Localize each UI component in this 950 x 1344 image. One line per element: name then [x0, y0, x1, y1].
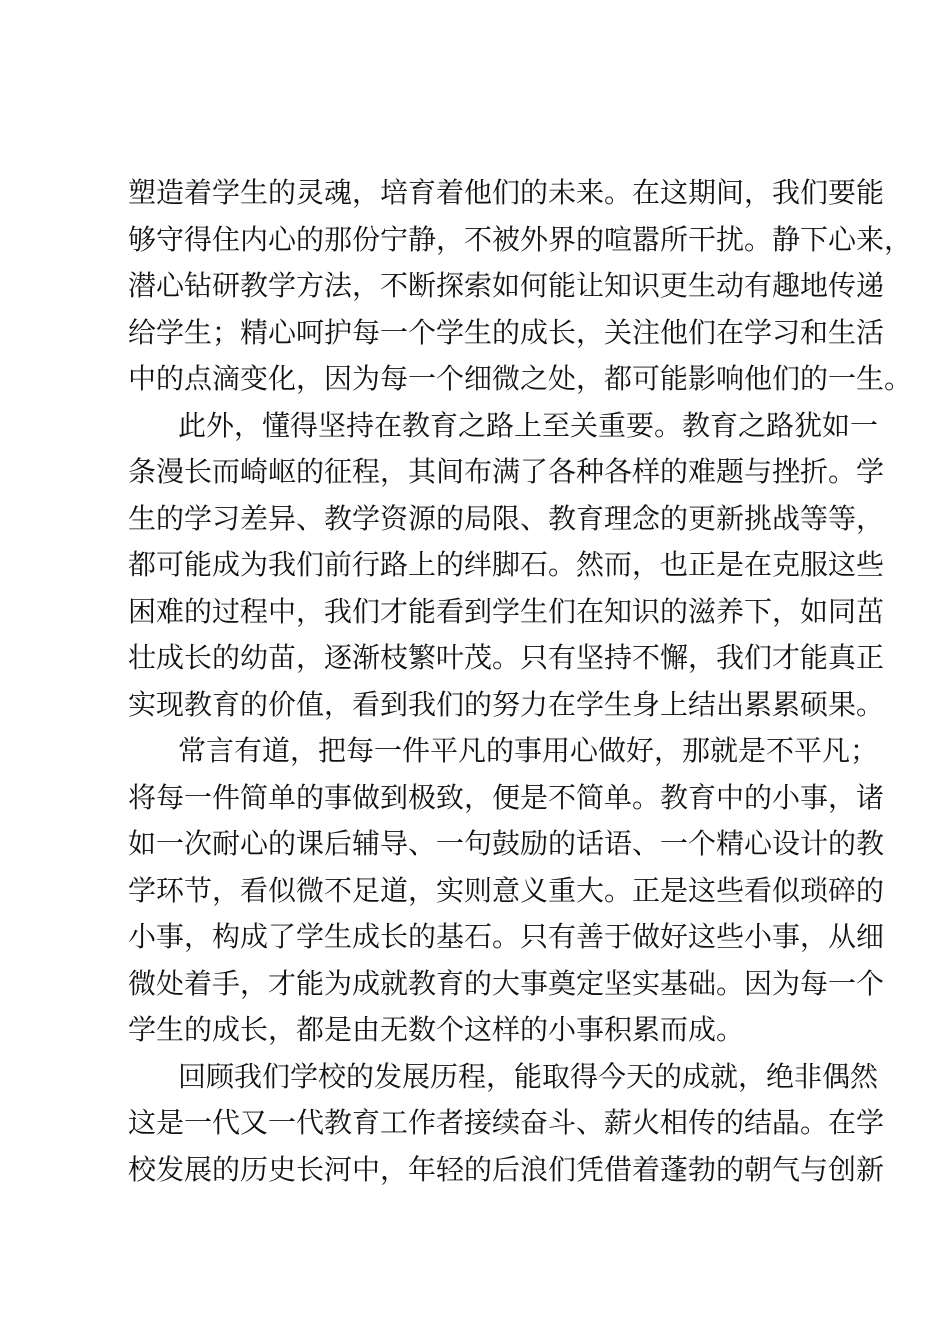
- text-line: 学环节，看似微不足道，实则意义重大。正是这些看似琐碎的: [128, 873, 885, 907]
- text-line: 中的点滴变化，因为每一个细微之处，都可能影响他们的一生。: [128, 362, 913, 395]
- text-line: 小事，构成了学生成长的基石。只有善于做好这些小事，从细: [128, 920, 885, 953]
- text-line: 学生的成长，都是由无数个这样的小事积累而成。: [128, 1013, 745, 1046]
- paragraph-first-line: 回顾我们学校的发展历程，能取得今天的成就，绝非偶然: [178, 1059, 879, 1093]
- text-line: 校发展的历史长河中，年轻的后浪们凭借着蓬勃的朝气与创新: [128, 1152, 885, 1186]
- text-line: 困难的过程中，我们才能看到学生们在知识的滋养下，如同茁: [128, 594, 885, 628]
- text-line: 够守得住内心的那份宁静，不被外界的喧嚣所干扰。静下心来，: [128, 222, 913, 256]
- text-line: 塑造着学生的灵魂，培育着他们的未来。在这期间，我们要能: [128, 176, 885, 209]
- text-line: 潜心钻研教学方法，不断探索如何能让知识更生动有趣地传递: [128, 269, 885, 302]
- text-line: 实现教育的价值，看到我们的努力在学生身上结出累累硕果。: [128, 687, 885, 721]
- text-line: 条漫长而崎岖的征程，其间布满了各种各样的难题与挫折。学: [128, 455, 885, 488]
- paragraph-first-line: 此外，懂得坚持在教育之路上至关重要。教育之路犹如一: [178, 408, 879, 442]
- paragraph-first-line: 常言有道，把每一件平凡的事用心做好，那就是不平凡；: [178, 734, 879, 767]
- text-line: 都可能成为我们前行路上的绊脚石。然而，也正是在克服这些: [128, 548, 885, 581]
- text-line: 将每一件简单的事做到极致，便是不简单。教育中的小事，诸: [128, 780, 885, 814]
- body-text: [128, 170, 913, 1193]
- text-line: 生的学习差异、教学资源的局限、教育理念的更新挑战等等，: [128, 501, 885, 535]
- text-line: 壮成长的幼苗，逐渐枝繁叶茂。只有坚持不懈，我们才能真正: [128, 641, 885, 674]
- text-line: 给学生；精心呵护每一个学生的成长，关注他们在学习和生活: [128, 315, 885, 349]
- text-line: 如一次耐心的课后辅导、一句鼓励的话语、一个精心设计的教: [128, 827, 885, 860]
- text-line: 这是一代又一代教育工作者接续奋斗、薪火相传的结晶。在学: [128, 1106, 885, 1139]
- text-line: 微处着手，才能为成就教育的大事奠定坚实基础。因为每一个: [128, 966, 885, 1000]
